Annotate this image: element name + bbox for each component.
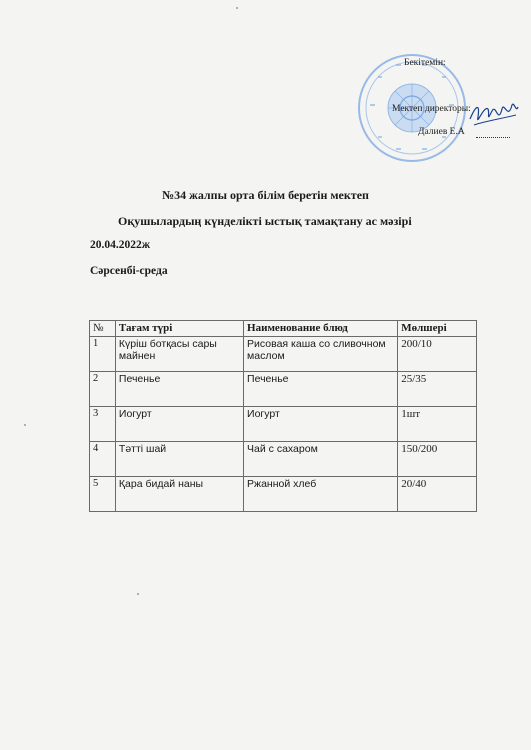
menu-title: Оқушылардың күнделікті ыстық тамақтану ас мәзірі: [118, 214, 412, 228]
menu-date: 20.04.2022ж: [90, 239, 151, 251]
scan-speck: [236, 7, 238, 9]
header-dish-name: Наименование блюд: [244, 321, 398, 337]
cell-dish-name: Ржанной хлеб: [244, 477, 398, 512]
scan-speck: [24, 424, 26, 426]
table-row: [90, 442, 477, 477]
scan-speck: [137, 593, 139, 595]
header-dish-type: Тағам түрі: [115, 321, 243, 337]
cell-number: 2: [90, 372, 116, 407]
cell-amount: 20/40: [398, 477, 477, 512]
cell-number: 4: [90, 442, 116, 477]
cell-amount: 1шт: [398, 407, 477, 442]
cell-dish-name: Иогурт: [244, 407, 398, 442]
school-title: №34 жалпы орта білім беретін мектеп: [162, 188, 369, 202]
cell-dish-type: Қара бидай наны: [115, 477, 243, 512]
table-row: [90, 407, 477, 442]
cell-dish-name: Чай с сахаром: [244, 442, 398, 477]
cell-number: 5: [90, 477, 116, 512]
menu-weekday: Сәрсенбі-среда: [90, 265, 168, 277]
cell-dish-type: Печенье: [115, 372, 243, 407]
signature-icon: [466, 95, 522, 135]
table-row: [90, 477, 477, 512]
cell-dish-type: Тәтті шай: [115, 442, 243, 477]
director-name: Далиев Е.А: [418, 127, 465, 137]
header-number: №: [90, 321, 116, 337]
approval-label: Бекітемін:: [404, 58, 446, 68]
menu-table: [89, 320, 477, 512]
table-header-row: [90, 321, 477, 337]
approval-block: [0, 0, 531, 160]
cell-amount: 150/200: [398, 442, 477, 477]
cell-dish-type: Иогурт: [115, 407, 243, 442]
cell-amount: 25/35: [398, 372, 477, 407]
table-row: [90, 337, 477, 372]
cell-number: 3: [90, 407, 116, 442]
cell-dish-name: Рисовая каша со сливочном маслом: [244, 337, 398, 372]
cell-number: 1: [90, 337, 116, 372]
director-label: Мектеп директоры:: [392, 104, 471, 114]
header-amount: Мөлшері: [398, 321, 477, 337]
cell-dish-name: Печенье: [244, 372, 398, 407]
table-row: [90, 372, 477, 407]
cell-amount: 200/10: [398, 337, 477, 372]
cell-dish-type: Күріш ботқасы сары майнен: [115, 337, 243, 372]
